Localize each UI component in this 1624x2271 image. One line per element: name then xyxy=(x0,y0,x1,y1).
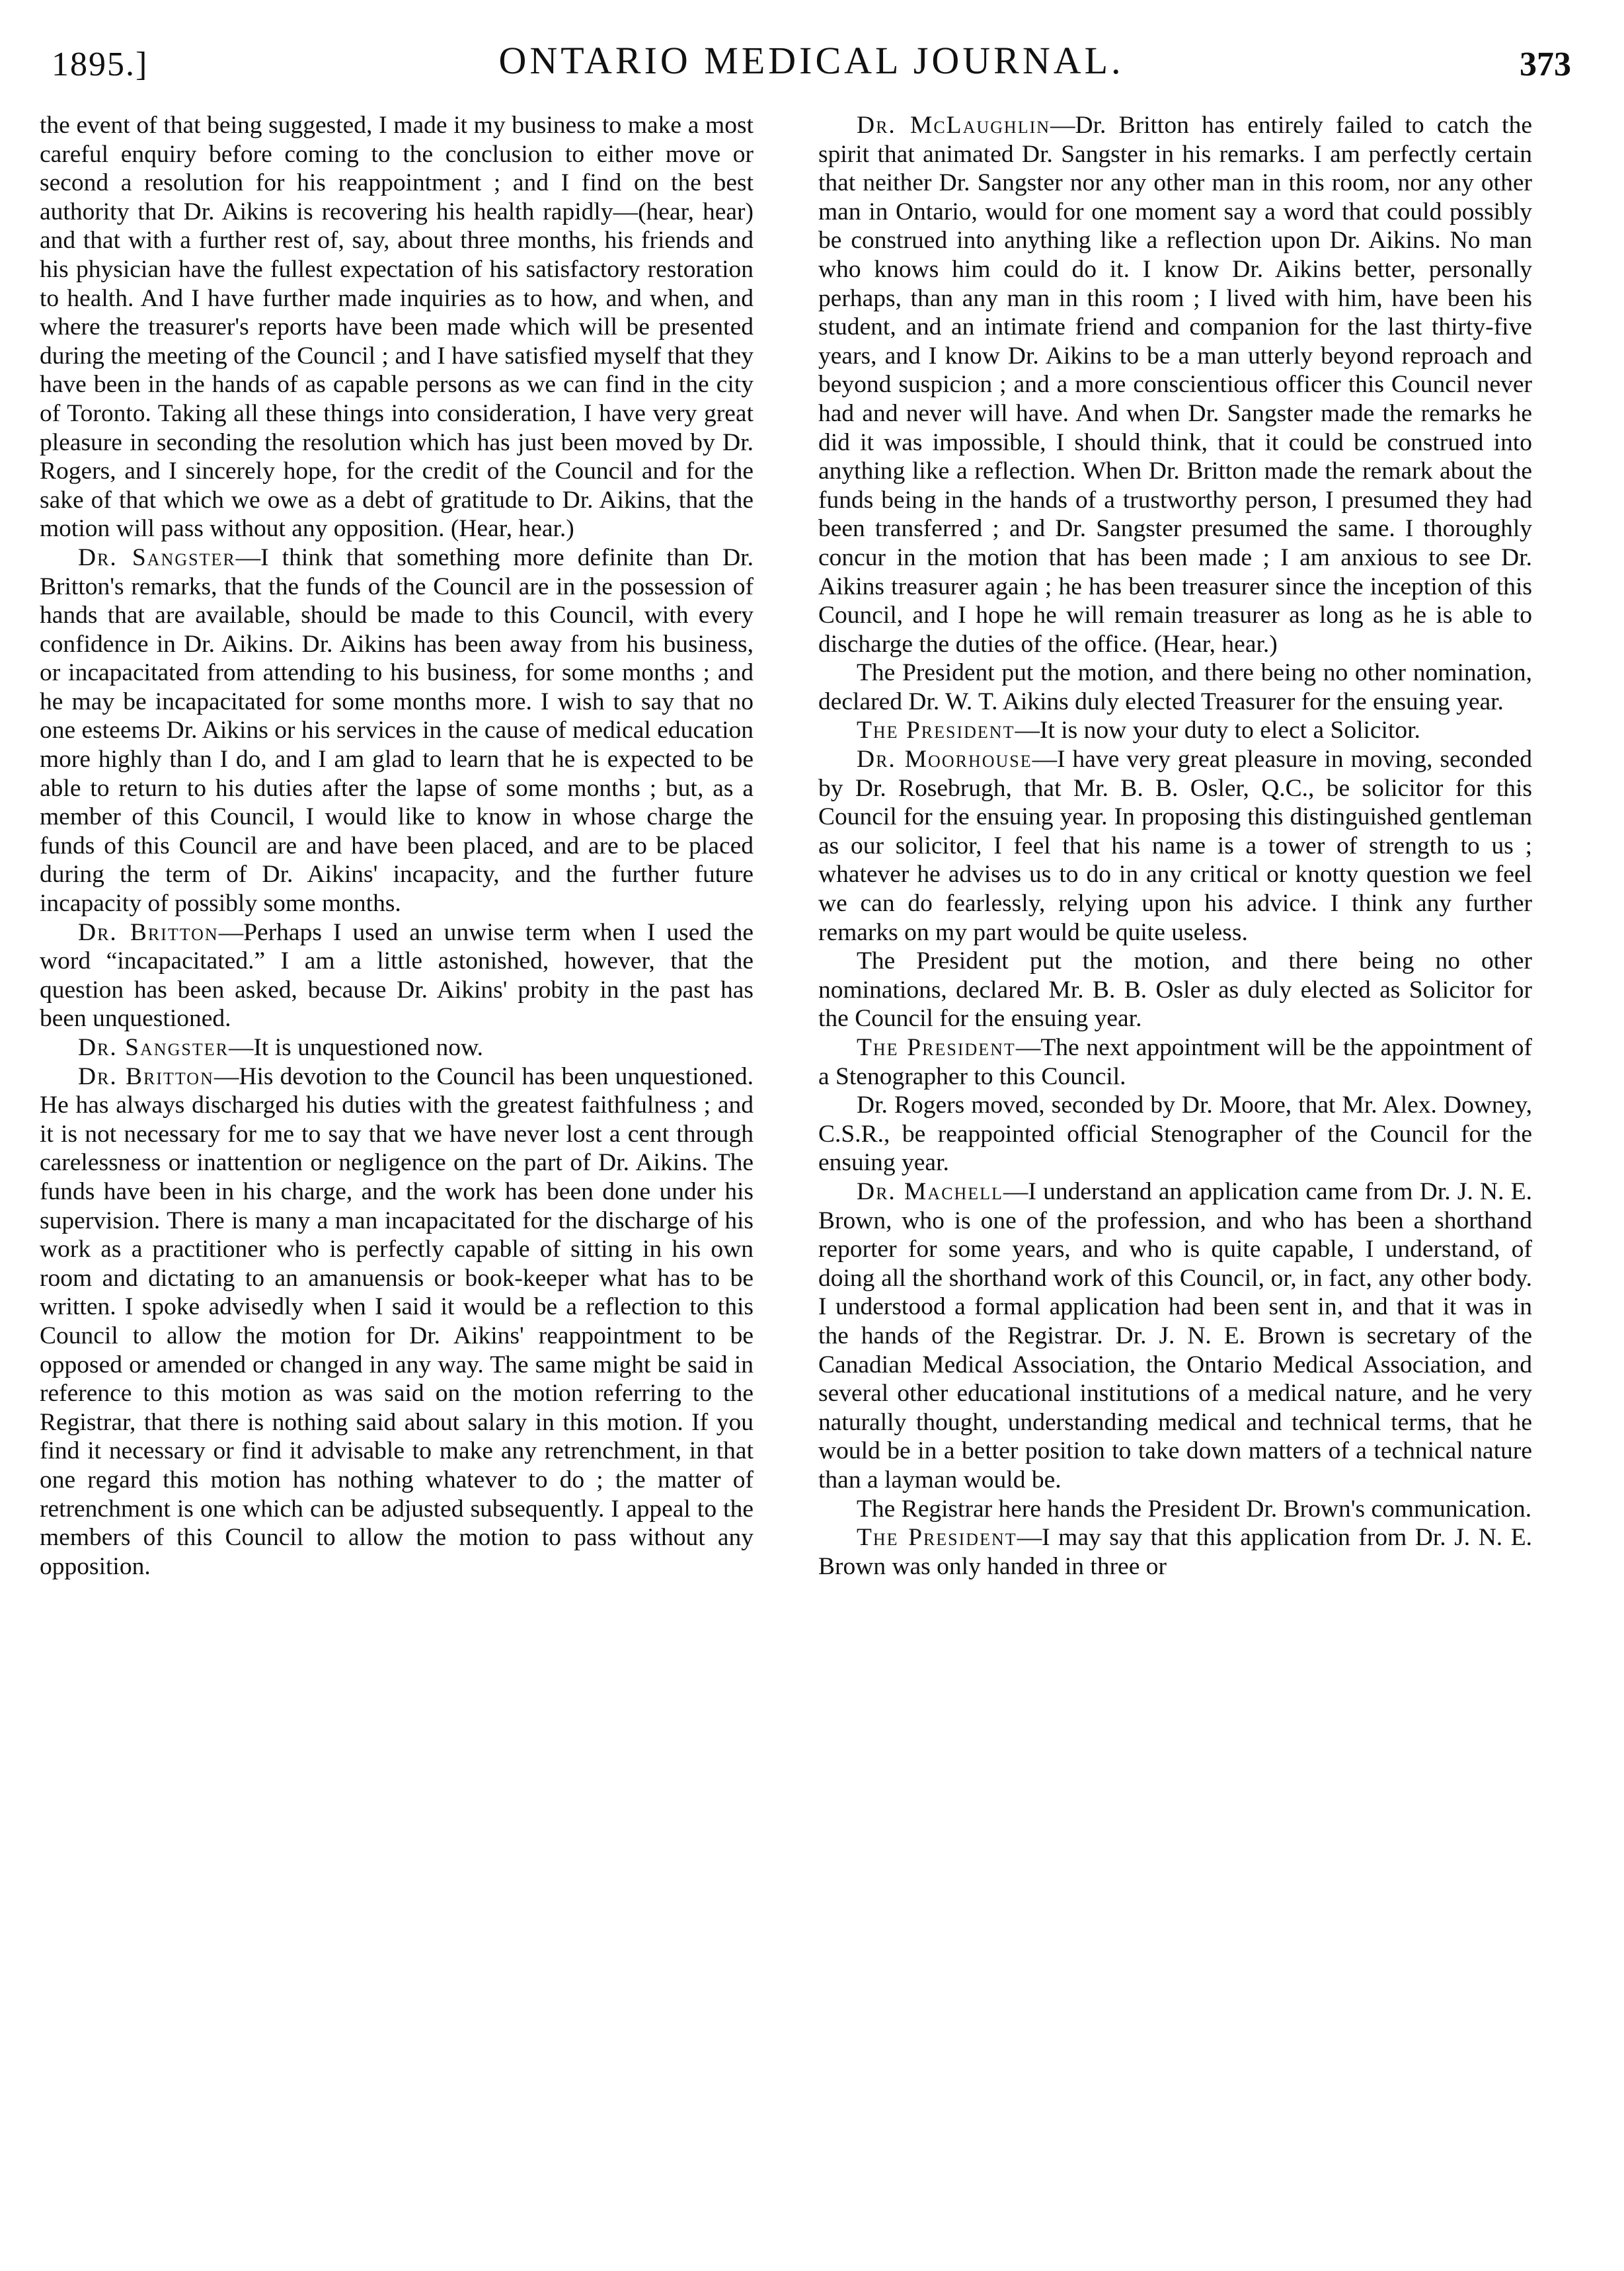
paragraph xyxy=(818,1177,1532,1495)
year-label: 1895.] xyxy=(52,46,149,83)
paragraph xyxy=(818,947,1532,1033)
paragraph-text: Dr. Rogers moved, seconded by Dr. Moore, that Mr. Alex. Downey, C.S.R., be reappointed official Stenographer of the Council for the ensuing year. xyxy=(818,1092,1532,1177)
paragraph-text: —I have very great pleasure in moving, seconded by Dr. Rosebrugh, that Mr. B. B. Osler, Q.C., be solicitor for this Council for the ensuing year. In proposing this distinguished gentleman as our solicitor, I feel that his name is a tower of strength to us ; whatever he advises us to do in any critical or knotty question we feel we can do fearlessly, relying upon his advice. I think any further remarks on my part would be quite useless. xyxy=(818,746,1532,946)
paragraph xyxy=(818,111,1532,658)
paragraph xyxy=(818,658,1532,716)
paragraph xyxy=(40,918,754,1033)
paragraph-text: —I may say that this application from Dr. J. N. E. Brown was only handed in three or xyxy=(818,1524,1532,1580)
paragraph-text: —The next appointment will be the appointment of a Stenographer to this Council. xyxy=(818,1034,1532,1090)
paragraph-text: I think that something more definite than Dr. Britton's remarks, that the funds of the Council are in the possession of hands that are available, should be made to this Council, with every confidence in Dr. Aikins. Dr. Aikins has been away from his business, or incapacitated from attending to his business, for some months ; and he may be incapacitated for some months more. I wish to say that no one esteems Dr. Aikins or his services in the cause of medical education more highly than I do, and I am glad to learn that he is expected to be able to return to his duties after the lapse of some months ; but, as a member of this Council, I would like to know in whose charge the funds of this Council are and have been placed, and are to be placed during the term of Dr. Aikins' incapacity, and the further future incapacity of possibly some months. xyxy=(40,543,754,918)
paragraph xyxy=(818,1523,1532,1581)
running-head xyxy=(52,38,1571,91)
speaker-name: Dr. Moorhouse xyxy=(857,746,1032,774)
paragraph xyxy=(818,1495,1532,1524)
paragraph-text: the event of that being suggested, I made it my business to make a most careful enquiry before coming to the conclusion to either move or second a resolution for his reappointment ; and I find on the best authority that Dr. Aikins is recovering his health rapidly—(hear, hear) and that with a further rest of, say, about three months, his friends and his physician have the fullest expectation of his satisfactory restoration to health. And I have further made inquiries as to how, and when, and where the treasurer's reports have been made which will be presented during the meeting of the Council ; and I have satisfied myself that they have been in the hands of as capable persons as we can find in the city of Toronto. Taking all these things into consideration, I have very great pleasure in seconding the resolution which has just been moved by Dr. Rogers, and I sincerely hope, for the credit of the Council and for the sake of that which we owe as a debt of gratitude to Dr. Aikins, that the motion will pass without any opposition. (Hear, hear.) xyxy=(40,112,754,543)
paragraph xyxy=(40,1033,754,1062)
paragraph-text: The President put the motion, and there being no other nominations, declared Mr. B. B. Osler as duly elected as Solicitor for the Council for the ensuing year. xyxy=(818,947,1532,1033)
speaker-name: Dr. Machell xyxy=(857,1177,1003,1205)
paragraph-text: —His devotion to the Council has been unquestioned. He has always discharged his duties with the greatest faithfulness ; and it is not necessary for me to say that we have never lost a cent through carelessness or inattention or negligence on the part of Dr. Aikins. The funds have been in his charge, and the work has been done under his supervision. There is many a man incapacitated for the discharge of his work as a practitioner who is perfectly capable of sitting in his own room and dictating to an amanuensis or book-keeper what has to be written. I spoke advisedly when I said it would be a reflection to this Council to allow the motion for Dr. Aikins' reappointment to be opposed or amended or changed in any way. The same might be said in reference to this motion as was said on the motion referring to the Registrar, that there is nothing said about salary in this motion. If you find it necessary or find it advisable to make any retrenchment, in that one regard this motion has nothing whatever to do ; the matter of retrenchment is one which can be adjusted subsequently. I appeal to the members of this Council to allow the motion to pass without any opposition. xyxy=(40,1062,754,1580)
speaker-name: Dr. McLaughlin xyxy=(857,112,1051,139)
paragraph xyxy=(818,1033,1532,1091)
paragraph xyxy=(40,1062,754,1581)
speaker-name: Dr. Sangster xyxy=(78,1034,229,1061)
paragraph-text: The Registrar here hands the President Dr. Brown's communication. xyxy=(857,1495,1532,1523)
speaker-name: The President xyxy=(857,1524,1017,1552)
speaker-name: Dr. Sangster xyxy=(78,543,236,571)
paragraph-text: The President put the motion, and there being no other nomination, declared Dr. W. T. Aikins duly elected Treasurer for the ensuing year. xyxy=(818,659,1532,715)
page-number: 373 xyxy=(1520,46,1571,83)
speaker-name: The President xyxy=(857,717,1015,744)
paragraph-text: —Dr. Britton has entirely failed to catch the spirit that animated Dr. Sangster in his remarks. I am perfectly certain that neither Dr. Sangster nor any other man in this room, nor any other man in Ontario, would for one moment say a word that could possibly be construed into anything like a reflection upon Dr. Aikins. No man who knows him could do it. I know Dr. Aikins better, personally perhaps, than any man in this room ; I lived with him, have been his student, and an intimate friend and companion for the last thirty-five years, and I know Dr. Aikins to be a man utterly beyond reproach and beyond suspicion ; and a more conscientious officer this Council never had and never will have. And when Dr. Sangster made the remarks he did it was impossible, I should think, that it could be construed into anything like a reflection. When Dr. Britton made the remark about the funds being in the hands of a trustworthy person, I presumed they had been transferred ; and Dr. Sangster presumed the same. I thoroughly concur in the motion that has been made ; I am anxious to see Dr. Aikins treasurer again ; he has been treasurer since the inception of this Council, and I hope he will remain treasurer as long as he is able to discharge the duties of the office. (Hear, hear.) xyxy=(818,112,1532,658)
paragraph-text: —I understand an application came from Dr. J. N. E. Brown, who is one of the profession, and who has been a shorthand reporter for some years, and who is quite capable, I understand, of doing all the shorthand work of this Council, or, in fact, any other body. I understood a formal application had been sent in, and that it was in the hands of the Registrar. Dr. J. N. E. Brown is secretary of the Canadian Medical Association, the Ontario Medical Association, and several other educational institutions of a medical nature, and he very naturally thought, understanding medical and technical terms, that he would be in a better position to take down matters of a technical nature than a layman would be. xyxy=(818,1177,1532,1494)
paragraph xyxy=(40,111,754,543)
paragraph-text: —It is unquestioned now. xyxy=(228,1034,483,1061)
left-column xyxy=(40,111,754,1581)
paragraph-text: —It is now your duty to elect a Solicitor. xyxy=(1015,717,1420,744)
paragraph: Dr. Sangster—I think that something more definite than Dr. Britton's remarks, that the funds of the Council are in the possession of hands that are available, should be made to this Council, with every confidence in Dr. Aikins. Dr. Aikins has been away from his business, or incapacitated from attending to his business, for some months ; and he may be incapacitated for some months more. I wish to say that no one esteems Dr. Aikins or his services in the cause of medical education more highly than I do, and I am glad to learn that he is expected to be able to return to his duties after the lapse of some months ; but, as a member of this Council, I would like to know in whose charge the funds of this Council are and have been placed, and are to be placed during the term of Dr. Aikins' incapacity, and the further future incapacity of possibly some months. xyxy=(40,543,754,918)
speaker-name: The President xyxy=(857,1034,1016,1061)
journal-title: ONTARIO MEDICAL JOURNAL. xyxy=(498,39,1124,82)
paragraph xyxy=(818,716,1532,745)
speaker-name: Dr. Britton xyxy=(78,918,219,946)
paragraph-text: —Perhaps I used an unwise term when I used the word “incapacitated.” I am a little astonished, however, that the question has been asked, because Dr. Aikins' probity in the past has been unquestioned. xyxy=(40,918,754,1033)
right-column xyxy=(818,111,1532,1581)
speaker-name: Dr. Britton xyxy=(78,1062,214,1090)
paragraph xyxy=(818,1091,1532,1177)
paragraph xyxy=(818,745,1532,947)
